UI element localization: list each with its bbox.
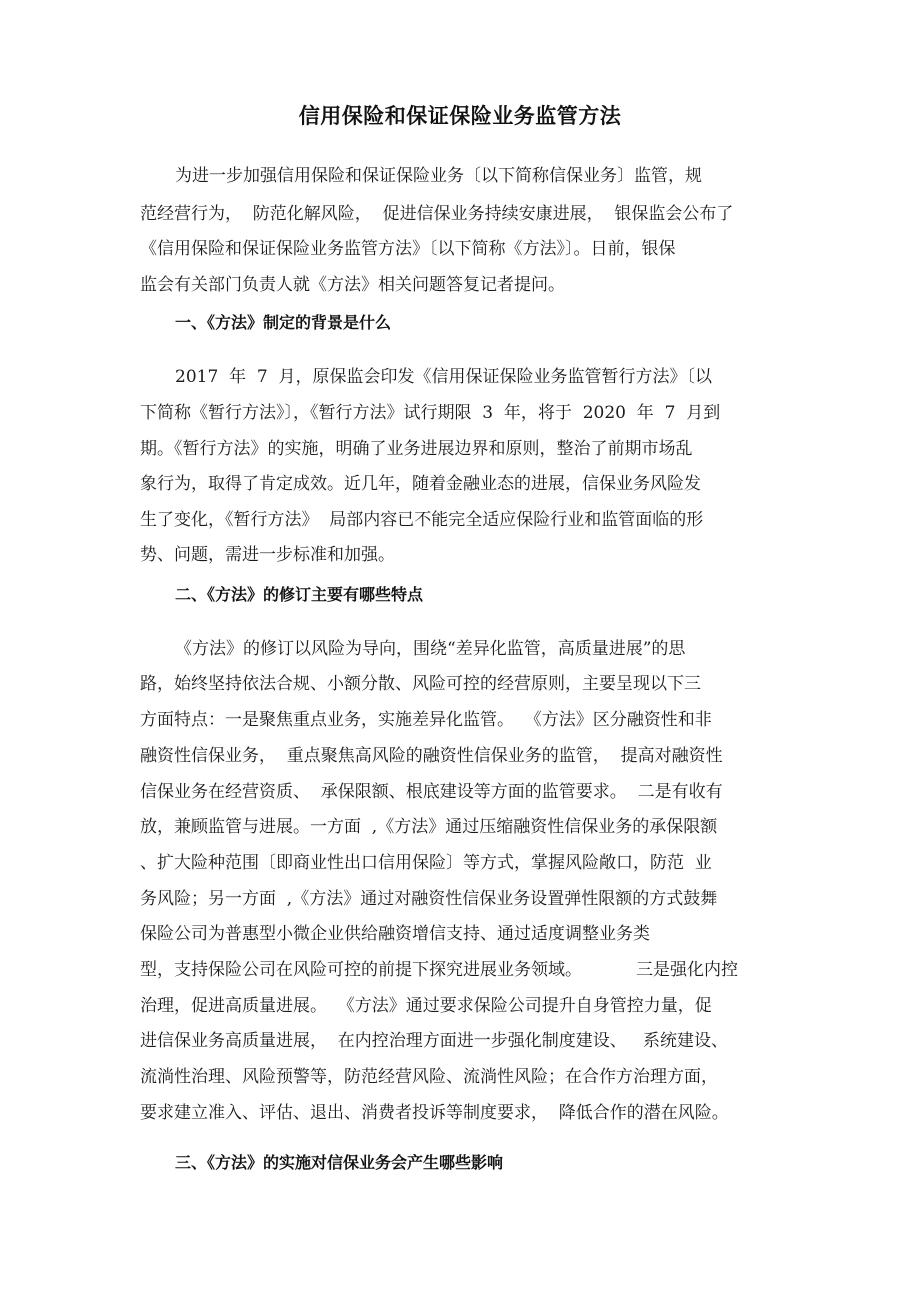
- section-heading-2: 二、《方法》的修订主要有哪些特点: [175, 585, 424, 604]
- paragraph-line: 信保业务在经营资质、 承保限额、根底建设等方面的监管要求。 二是有收有: [140, 782, 723, 802]
- paragraph-line: 下简称《暂行方法》〕，《暂行方法》试行期限 3 年，将于 2020 年 7 月到: [140, 403, 721, 423]
- paragraph-line: 方面特点：一是聚焦重点业务，实施差异化监管。 《方法》区分融资性和非: [140, 710, 712, 730]
- paragraph-line: 《方法》的修订以风险为导向，围绕“差异化监管，高质量进展”的思: [175, 639, 686, 659]
- paragraph-line: 放，兼顾监管与进展。一方面 ,《方法》通过压缩融资性信保业务的承保限额: [140, 817, 718, 837]
- paragraph-line: 生了变化，《暂行方法》 局部内容已不能完全适应保险行业和监管面临的形: [140, 510, 704, 530]
- paragraph-line: 为进一步加强信用保险和保证保险业务〔以下简称信保业务〕监管，规: [175, 166, 702, 186]
- paragraph-line: 2017 年 7 月，原保监会印发《信用保证保险业务监管暂行方法》〔以: [175, 367, 713, 387]
- paragraph-line: 象行为，取得了肯定成效。近几年，随着金融业态的进展，信保业务风险发: [140, 474, 701, 494]
- paragraph-line: 势、问题，需进一步标准和加强。: [140, 545, 395, 565]
- paragraph-line: 务风险；另一方面 ,《方法》通过对融资性信保业务设置弹性限额的方式鼓舞: [140, 889, 718, 909]
- paragraph-line: 、扩大险种范围〔即商业性出口信用保险〕等方式，掌握风险敞口，防范 业: [140, 853, 712, 873]
- paragraph-line: 要求建立准入、评估、退出、消费者投诉等制度要求， 降低合作的潜在风险。: [140, 1103, 729, 1123]
- paragraph-line: 范经营行为， 防范化解风险， 促进信保业务持续安康进展， 银保监会公布了: [140, 204, 734, 224]
- paragraph-line: 期。《暂行方法》的实施，明确了业务进展边界和原则，整治了前期市场乱: [140, 439, 693, 459]
- paragraph-line: 监会有关部门负责人就《方法》相关问题答复记者提问。: [140, 275, 565, 295]
- paragraph-line: 型，支持保险公司在风险可控的前提下探究进展业务领域。 三是强化内控: [140, 960, 739, 980]
- paragraph-line: 融资性信保业务， 重点聚焦高风险的融资性信保业务的监管， 提高对融资性: [140, 746, 723, 766]
- paragraph-line: 保险公司为普惠型小微企业供给融资增信支持、通过适度调整业务类: [140, 924, 650, 944]
- paragraph-line: 流淌性治理、风险预警等，防范经营风险、流淌性风险；在合作方治理方面，: [140, 1067, 718, 1087]
- paragraph-line: 进信保业务高质量进展， 在内控治理方面进一步强化制度建设、 系统建设、: [140, 1031, 729, 1051]
- section-heading-3: 三、《方法》的实施对信保业务会产生哪些影响: [175, 1153, 504, 1172]
- paragraph-line: 治理，促进高质量进展。 《方法》通过要求保险公司提升自身管控力量，促: [140, 996, 712, 1016]
- section-heading-1: 一、《方法》制定的背景是什么: [175, 313, 392, 332]
- paragraph-line: 《信用保险和保证保险业务监管方法》〔以下简称《方法》〕。日前，银保: [140, 239, 676, 259]
- document-title: 信用保险和保证保险业务监管方法: [298, 104, 622, 128]
- paragraph-line: 路，始终坚持依法合规、小额分散、风险可控的经营原则，主要呈现以下三: [140, 674, 701, 694]
